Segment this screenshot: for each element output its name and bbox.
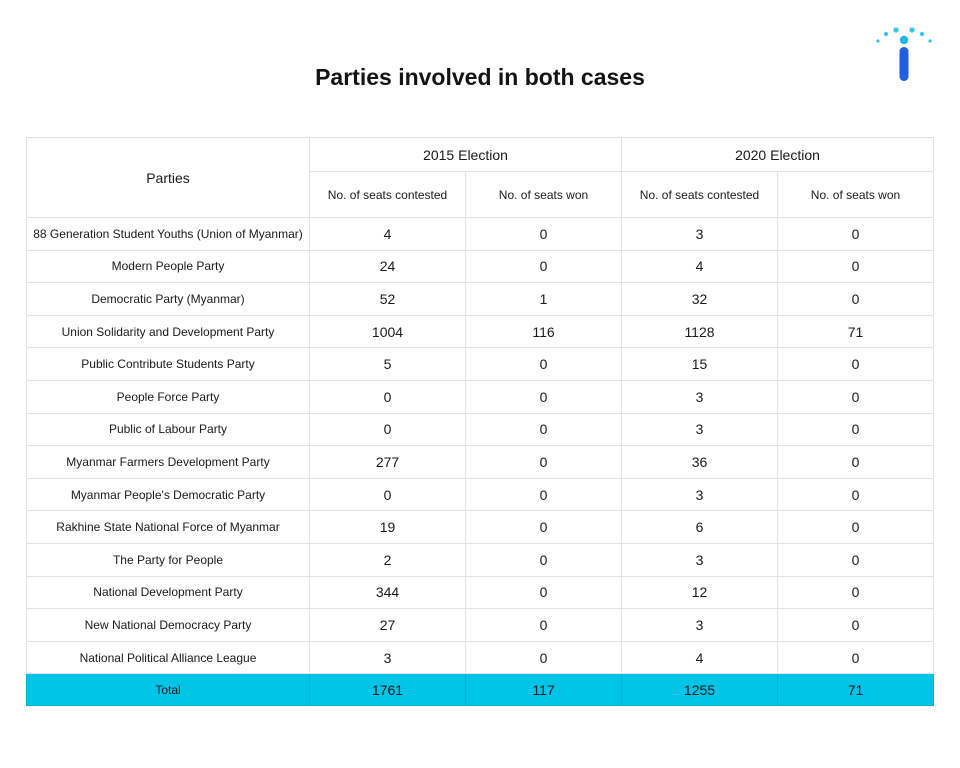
seats-contested-2015: 19 [310, 511, 466, 544]
table-row [27, 576, 934, 609]
seats-won-2015: 0 [466, 478, 622, 511]
party-name: Public of Labour Party [27, 413, 310, 446]
seats-won-2020: 0 [778, 609, 934, 642]
party-name: Rakhine State National Force of Myanmar [27, 511, 310, 544]
seats-won-2020: 0 [778, 250, 934, 283]
seats-won-2020: 0 [778, 641, 934, 674]
total-seats-won-2015: 117 [466, 674, 622, 706]
seats-won-2015: 0 [466, 218, 622, 251]
party-name: The Party for People [27, 543, 310, 576]
seats-contested-2020: 32 [622, 283, 778, 316]
party-name: National Development Party [27, 576, 310, 609]
seats-won-2020: 0 [778, 218, 934, 251]
seats-won-2020: 0 [778, 576, 934, 609]
seats-contested-2015: 2 [310, 543, 466, 576]
seats-won-2015: 0 [466, 348, 622, 381]
seats-contested-2015: 52 [310, 283, 466, 316]
table-row [27, 446, 934, 479]
seats-contested-2020: 12 [622, 576, 778, 609]
seats-won-2015: 1 [466, 283, 622, 316]
seats-won-2015-header: No. of seats won [466, 172, 622, 218]
party-name: Modern People Party [27, 250, 310, 283]
seats-won-2020: 0 [778, 478, 934, 511]
seats-contested-2020: 6 [622, 511, 778, 544]
seats-contested-2020: 3 [622, 609, 778, 642]
party-name: Myanmar Farmers Development Party [27, 446, 310, 479]
seats-contested-2020: 4 [622, 250, 778, 283]
seats-contested-2020: 1128 [622, 315, 778, 348]
total-seats-contested-2020: 1255 [622, 674, 778, 706]
table-row [27, 511, 934, 544]
seats-won-2015: 0 [466, 250, 622, 283]
seats-contested-2020: 3 [622, 413, 778, 446]
seats-contested-2020: 36 [622, 446, 778, 479]
party-name: Union Solidarity and Development Party [27, 315, 310, 348]
seats-won-2015: 0 [466, 413, 622, 446]
table-row [27, 348, 934, 381]
seats-won-2020-header: No. of seats won [778, 172, 934, 218]
election-2015-header: 2015 Election [310, 138, 622, 172]
seats-contested-2015: 0 [310, 478, 466, 511]
party-name: New National Democracy Party [27, 609, 310, 642]
seats-won-2015: 0 [466, 446, 622, 479]
parties-header: Parties [27, 138, 310, 218]
table-row [27, 609, 934, 642]
table-row [27, 315, 934, 348]
seats-won-2015: 0 [466, 576, 622, 609]
seats-won-2020: 0 [778, 413, 934, 446]
seats-contested-2020: 3 [622, 478, 778, 511]
party-name: National Political Alliance League [27, 641, 310, 674]
seats-contested-2015: 277 [310, 446, 466, 479]
seats-contested-2020: 3 [622, 543, 778, 576]
party-name: Myanmar People's Democratic Party [27, 478, 310, 511]
seats-won-2015: 0 [466, 380, 622, 413]
table-row [27, 478, 934, 511]
seats-won-2020: 0 [778, 446, 934, 479]
seats-contested-2015: 3 [310, 641, 466, 674]
seats-won-2015: 116 [466, 315, 622, 348]
total-row [27, 674, 934, 706]
seats-won-2020: 0 [778, 283, 934, 316]
seats-won-2015: 0 [466, 609, 622, 642]
page-title: Parties involved in both cases [315, 64, 645, 90]
table-row [27, 380, 934, 413]
table-row [27, 283, 934, 316]
seats-won-2020: 0 [778, 348, 934, 381]
seats-contested-2015: 0 [310, 380, 466, 413]
table-row [27, 218, 934, 251]
seats-contested-2015: 4 [310, 218, 466, 251]
seats-won-2015: 0 [466, 543, 622, 576]
election-2020-header: 2020 Election [622, 138, 934, 172]
seats-contested-2015: 24 [310, 250, 466, 283]
total-seats-won-2020: 71 [778, 674, 934, 706]
seats-contested-2020: 3 [622, 218, 778, 251]
party-name: Democratic Party (Myanmar) [27, 283, 310, 316]
parties-table [26, 137, 934, 706]
seats-contested-2015: 27 [310, 609, 466, 642]
table-row [27, 543, 934, 576]
party-name: People Force Party [27, 380, 310, 413]
seats-contested-2020: 3 [622, 380, 778, 413]
seats-won-2015: 0 [466, 641, 622, 674]
seats-contested-2020: 4 [622, 641, 778, 674]
seats-contested-2020-header: No. of seats contested [622, 172, 778, 218]
party-name: 88 Generation Student Youths (Union of Myanmar) [27, 218, 310, 251]
seats-contested-2015: 5 [310, 348, 466, 381]
seats-contested-2015-header: No. of seats contested [310, 172, 466, 218]
seats-contested-2015: 1004 [310, 315, 466, 348]
table-row [27, 641, 934, 674]
total-seats-contested-2015: 1761 [310, 674, 466, 706]
seats-won-2015: 0 [466, 511, 622, 544]
seats-contested-2020: 15 [622, 348, 778, 381]
table-row [27, 250, 934, 283]
total-label: Total [27, 674, 310, 706]
seats-contested-2015: 344 [310, 576, 466, 609]
seats-won-2020: 0 [778, 380, 934, 413]
party-name: Public Contribute Students Party [27, 348, 310, 381]
seats-won-2020: 0 [778, 543, 934, 576]
table-row [27, 413, 934, 446]
seats-contested-2015: 0 [310, 413, 466, 446]
seats-won-2020: 0 [778, 511, 934, 544]
seats-won-2020: 71 [778, 315, 934, 348]
